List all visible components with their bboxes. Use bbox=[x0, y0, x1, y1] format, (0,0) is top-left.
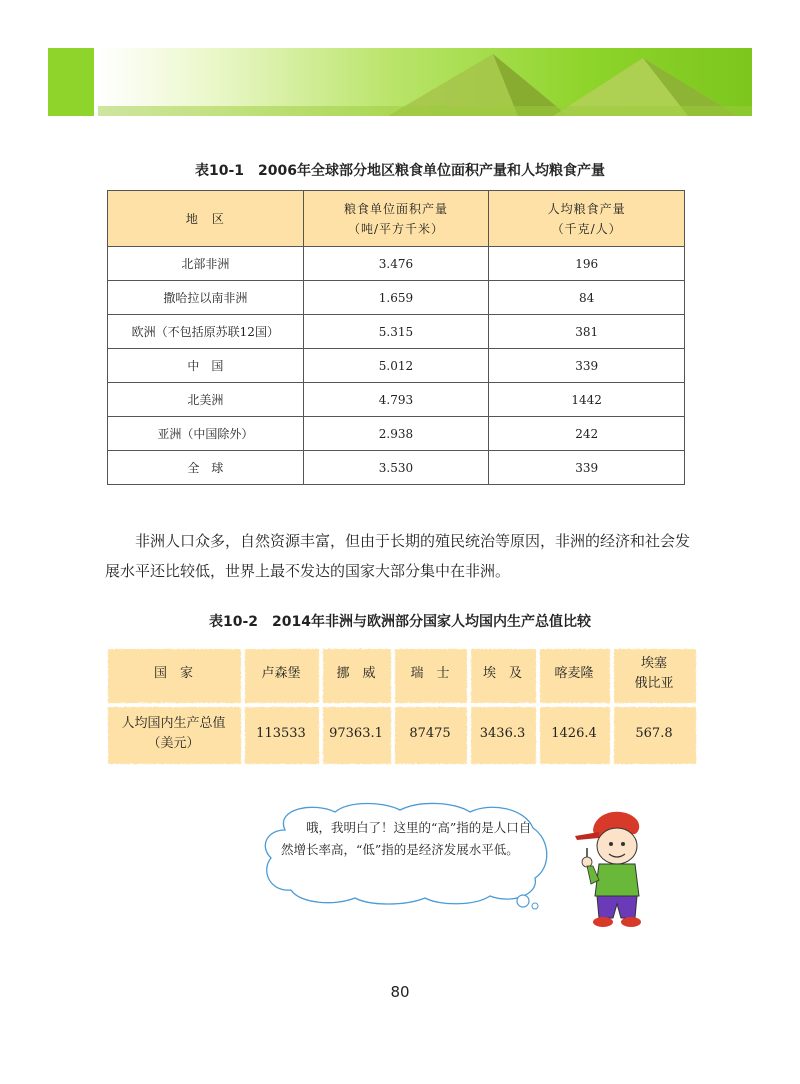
country-switzerland: 瑞 士 bbox=[410, 666, 450, 681]
country-luxembourg: 卢森堡 bbox=[261, 666, 301, 681]
row-label-gdp: 人均国内生产总值 （美元） bbox=[121, 716, 226, 751]
table-row bbox=[108, 349, 685, 383]
table2-header-row bbox=[105, 645, 697, 703]
table-row bbox=[108, 281, 685, 315]
table-row bbox=[108, 417, 685, 451]
cell-yield: 5.315 bbox=[303, 315, 489, 349]
country-ethiopia: 埃塞 俄比亚 bbox=[634, 656, 674, 691]
cell-yield: 5.012 bbox=[303, 349, 489, 383]
cell-yield: 2.938 bbox=[303, 417, 489, 451]
header-banner bbox=[48, 48, 752, 116]
table-row bbox=[108, 451, 685, 485]
header-country: 国 家 bbox=[153, 666, 193, 681]
cell-region: 中 国 bbox=[108, 349, 304, 383]
value-egypt: 3436.3 bbox=[479, 726, 526, 741]
value-luxembourg: 113533 bbox=[256, 726, 306, 741]
pyramids-illustration bbox=[98, 48, 752, 116]
table1-header-row bbox=[108, 191, 685, 247]
value-switzerland: 87475 bbox=[409, 726, 451, 741]
value-cameroon: 1426.4 bbox=[551, 726, 597, 741]
thought-bubble bbox=[255, 800, 555, 910]
table2-value-row bbox=[105, 703, 697, 765]
cell-yield: 1.659 bbox=[303, 281, 489, 315]
cell-per-capita: 339 bbox=[489, 349, 685, 383]
table-row bbox=[108, 247, 685, 281]
header-yield: 粮食单位面积产量 （吨/平方千米） bbox=[303, 191, 489, 247]
table1-caption: 表10-1 2006年全球部分地区粮食单位面积产量和人均粮食产量 bbox=[195, 163, 605, 179]
country-cameroon: 喀麦隆 bbox=[554, 666, 594, 681]
cell-yield: 3.476 bbox=[303, 247, 489, 281]
header-per-capita: 人均粮食产量 （千克/人） bbox=[489, 191, 685, 247]
bubble-text: 哦，我明白了！这里的“高”指的是人口自然增长率高，“低”指的是经济发展水平低。 bbox=[281, 820, 532, 857]
page-number: 80 bbox=[390, 983, 410, 1001]
cell-yield: 3.530 bbox=[303, 451, 489, 485]
cell-region: 北部非洲 bbox=[108, 247, 304, 281]
table-row bbox=[108, 315, 685, 349]
country-norway: 挪 威 bbox=[336, 666, 376, 681]
cell-region: 全 球 bbox=[108, 451, 304, 485]
cell-yield: 4.793 bbox=[303, 383, 489, 417]
cartoon-boy-icon bbox=[565, 800, 665, 930]
banner-green-block bbox=[48, 48, 94, 116]
gdp-table-grid bbox=[105, 645, 697, 765]
cell-per-capita: 381 bbox=[489, 315, 685, 349]
cell-region: 欧洲（不包括原苏联12国） bbox=[108, 315, 304, 349]
header-region: 地 区 bbox=[108, 191, 304, 247]
cell-region: 撒哈拉以南非洲 bbox=[108, 281, 304, 315]
table-row bbox=[108, 383, 685, 417]
cell-region: 北美洲 bbox=[108, 383, 304, 417]
cell-per-capita: 339 bbox=[489, 451, 685, 485]
gdp-comparison-table bbox=[105, 645, 697, 765]
cell-per-capita: 84 bbox=[489, 281, 685, 315]
cell-per-capita: 1442 bbox=[489, 383, 685, 417]
cell-per-capita: 242 bbox=[489, 417, 685, 451]
value-norway: 97363.1 bbox=[329, 726, 383, 741]
grain-yield-table bbox=[107, 190, 685, 485]
table2-caption: 表10-2 2014年非洲与欧洲部分国家人均国内生产总值比较 bbox=[209, 614, 591, 630]
country-egypt: 埃 及 bbox=[482, 666, 522, 681]
body-paragraph: 非洲人口众多，自然资源丰富，但由于长期的殖民统治等原因，非洲的经济和社会发展水平还比较低，世界上最不发达的国家大部分集中在非洲。 bbox=[105, 532, 691, 580]
cell-region: 亚洲（中国除外） bbox=[108, 417, 304, 451]
cell-per-capita: 196 bbox=[489, 247, 685, 281]
value-ethiopia: 567.8 bbox=[635, 726, 673, 741]
